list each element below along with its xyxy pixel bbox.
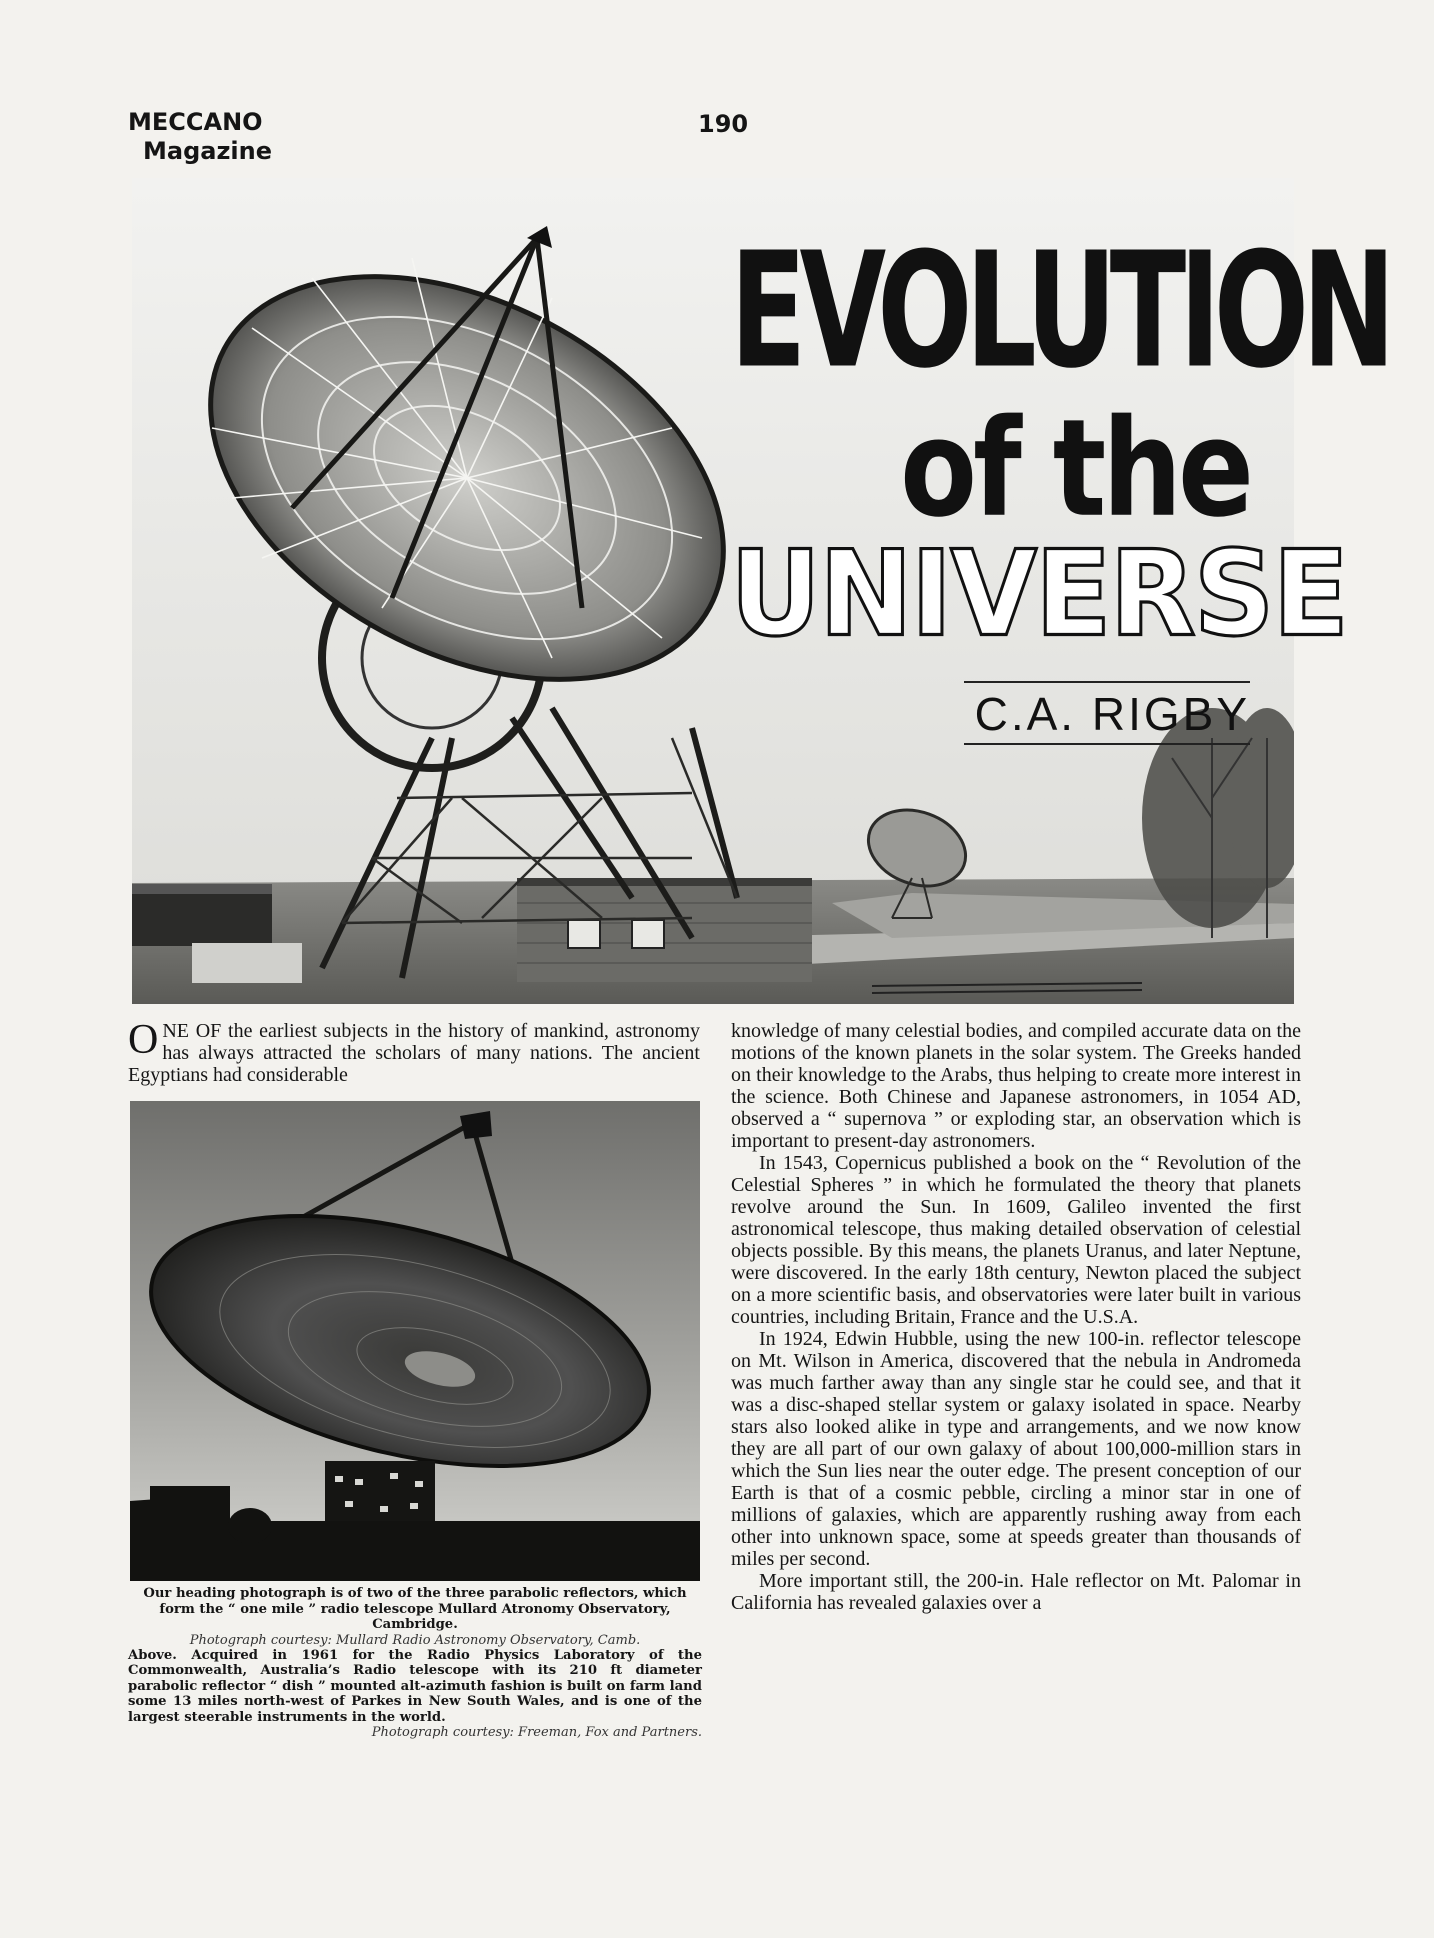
- parkes-telescope-photograph: [130, 1101, 700, 1581]
- article-title: [730, 219, 1389, 664]
- parkes-photo-caption: Above. Acquired in 1961 for the Radio Physics Laboratory of the Commonwealth, Australia’s Radio telescope with its 210 ft diameter parabolic reflector “ dish ” mounted alt-azimuth fashion is built on farm land some 13 miles north-west of Parkes in New South Wales, and is one of the largest steerable instruments in the world.: [128, 1647, 702, 1725]
- title-line-2: of the: [900, 391, 1250, 548]
- author-name: C.A. RIGBY: [974, 688, 1250, 740]
- heading-photo-caption: Our heading photograph is of two of the three parabolic reflectors, which form the “ one mile ” radio telescope Mullard Atronomy Observatory, Cambridge.: [143, 1586, 687, 1632]
- title-line-3: UNIVERSE: [730, 526, 1347, 664]
- masthead-line-1: MECCANO: [128, 108, 263, 136]
- masthead-line-2: Magazine: [143, 137, 273, 165]
- photo-captions: [128, 1586, 702, 1740]
- body-paragraph: In 1924, Edwin Hubble, using the new 100-in. reflector telescope on Mt. Wilson in America, discovered that the nebula in Andromeda was much farther away than any single star he could see, and that it was a disc-shaped stellar system or galaxy isolated in space. Nearby stars also looked alike in type and arrangements, and we now know they are all part of our own galaxy of about 100,000-million stars in which the Sun lies near the outer edge. The present conception of our Earth is that of a cosmic pebble, circling a minor star in one of millions of galaxies, which are apparently rushing away from each other into unknown space, some at speeds greater than thousands of miles per second.: [731, 1328, 1301, 1570]
- opening-paragraph: [128, 1017, 700, 1086]
- masthead: [128, 108, 272, 166]
- body-paragraph: knowledge of many celestial bodies, and compiled accurate data on the motions of the known planets in the solar system. The Greeks handed on their knowledge to the Arabs, thus helping to create more interest in the science. Both Chinese and Japanese astronomers, in 1054 AD, observed a “ supernova ” or exploding star, an observation which is important to present-day astronomers.: [731, 1020, 1301, 1152]
- author-byline: [964, 681, 1250, 745]
- title-line-1: EVOLUTION: [730, 219, 1389, 404]
- page-number: 190: [698, 110, 749, 138]
- drop-cap: O: [128, 1017, 159, 1063]
- body-paragraph: More important still, the 200-in. Hale reflector on Mt. Palomar in California has revealed galaxies over a: [731, 1570, 1301, 1614]
- parkes-photo-credit: Photograph courtesy: Freeman, Fox and Partners.: [371, 1725, 702, 1740]
- body-paragraph: In 1543, Copernicus published a book on the “ Revolution of the Celestial Spheres ” in which he formulated the theory that planets revolve around the Sun. In 1609, Galileo invented the first astronomical telescope, thus making detailed observation of celestial objects possible. By this means, the planets Uranus, and later Neptune, were discovered. In the early 18th century, Newton placed the subject on a more scientific basis, and observatories were later built in various countries, including Britain, France and the U.S.A.: [731, 1152, 1301, 1328]
- opening-paragraph-text: NE OF the earliest subjects in the history of mankind, astronomy has always attracted the scholars of many nations. The ancient Egyptians had considerable: [128, 1020, 700, 1086]
- heading-photo-credit: Photograph courtesy: Mullard Radio Astronomy Observatory, Camb.: [189, 1632, 641, 1648]
- left-column: [128, 1017, 700, 1086]
- right-column: [731, 1020, 1301, 1614]
